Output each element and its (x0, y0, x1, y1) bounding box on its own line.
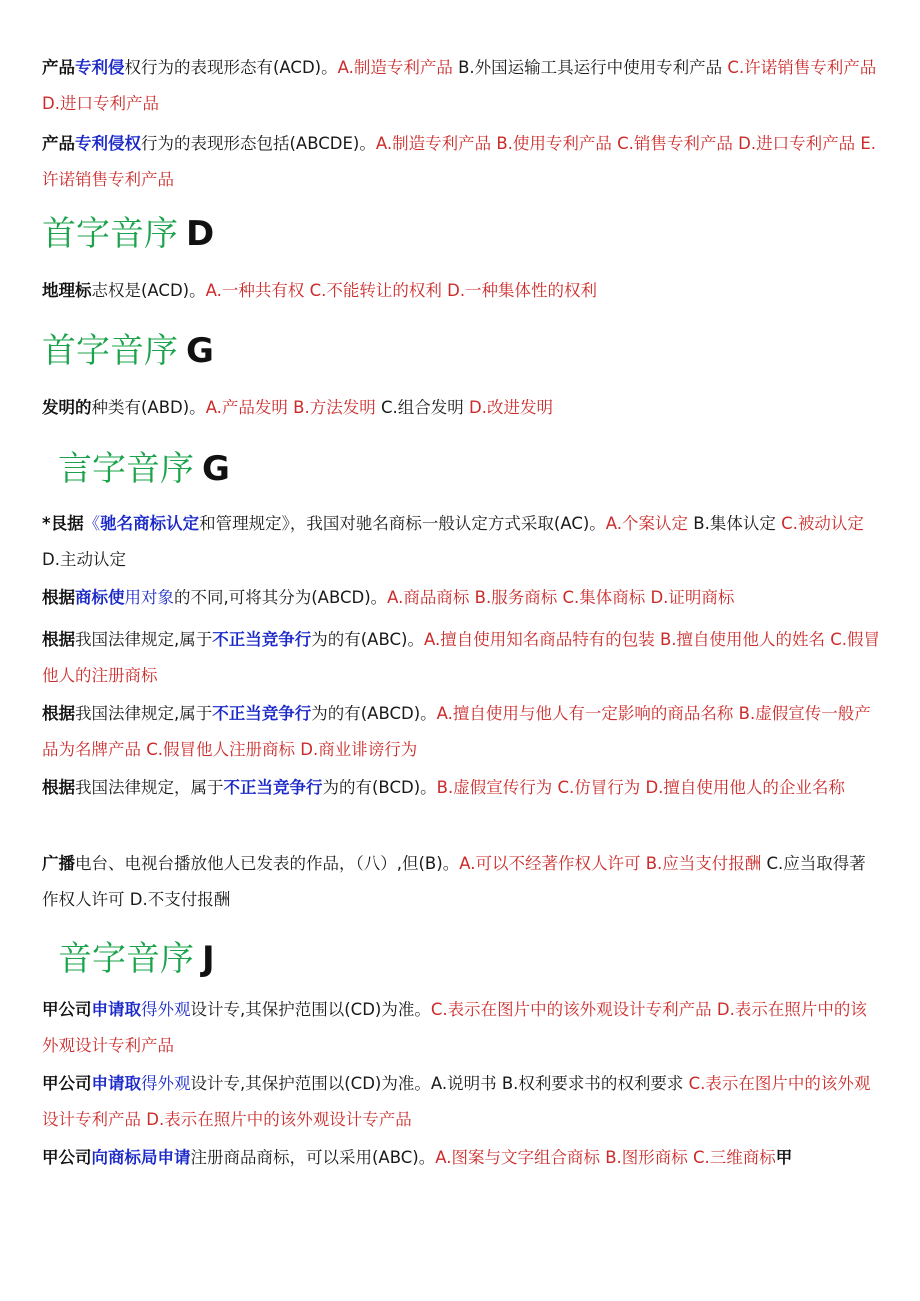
text-run: 申请取 (91, 1074, 141, 1093)
text-run: 的不同,可将其分为(ABCD)。 (174, 588, 388, 607)
section-heading (58, 937, 215, 981)
text-run: 驰名商标认定 (100, 514, 200, 533)
question-paragraph (42, 992, 882, 1064)
text-run: 为的有(ABCD)。 (311, 704, 437, 723)
heading-letter: G (202, 449, 230, 489)
text-run: 根据 (42, 588, 75, 607)
text-run: A.一种共有权 C.不能转让的权利 D.一种集体性的权利 (205, 281, 598, 300)
text-run: 广播 (42, 854, 75, 873)
text-run: 根据 (42, 778, 75, 797)
text-run: A.擅自使用与他人有一定影响的商品名称 B.虚假宣传一般产品为名牌产品 C.假冒他人注册商标 D.商业诽谤行为 (42, 704, 871, 759)
text-run: A.产品发明 B.方法发明 (205, 398, 381, 417)
text-run: A.制造专利产品 (337, 58, 459, 77)
text-run: 种类有(ABD)。 (91, 398, 206, 417)
text-run: D.改进发明 (469, 398, 553, 417)
section-heading (42, 212, 214, 256)
text-run: C.表示在图片中的该外观设计专利产品 D.表示在照片中的该外观设计专利产品 (42, 1000, 867, 1055)
question-paragraph (42, 390, 882, 426)
question-paragraph (42, 273, 882, 309)
section-heading (58, 447, 230, 491)
text-run: C.组合发明 (380, 398, 469, 417)
section-heading (42, 329, 214, 373)
text-run: 甲 (775, 1148, 793, 1167)
question-paragraph (42, 580, 882, 616)
text-run: 和管理规定》，我国对驰名商标一般认定方式采取(AC)。 (199, 514, 606, 533)
text-run: C.应当取得著作权人许可 D.不支付报酬 (42, 854, 866, 909)
text-run: 产品 (42, 134, 75, 153)
question-paragraph (42, 506, 882, 578)
text-run: 根据 (42, 704, 75, 723)
text-run: 我国法律规定，属于 (75, 778, 224, 797)
text-run: 行为的表现形态包括(ABCDE)。 (141, 134, 376, 153)
text-run: 发明的 (42, 398, 92, 417)
text-run: C.表示在图片中的该外观设计专利产品 D.表示在照片中的该外观设计专产品 (42, 1074, 871, 1129)
question-paragraph (42, 696, 882, 768)
text-run: D.主动认定 (42, 550, 126, 569)
text-run: *艮据 (42, 514, 84, 533)
text-run: 申请取 (91, 1000, 141, 1019)
text-run: C.被动认定 (781, 514, 864, 533)
heading-label: 言字音序 (58, 449, 194, 489)
text-run: 《 (83, 514, 101, 533)
text-run: 地理标 (42, 281, 92, 300)
text-run: 志权是(ACD)。 (91, 281, 206, 300)
text-run: B.集体认定 (693, 514, 782, 533)
text-run: 甲公司 (42, 1148, 92, 1167)
text-run: A.个案认定 (605, 514, 694, 533)
text-run: A.擅自使用知名商品特有的包装 B.擅自使用他人的姓名 C.假冒他人的注册商标 (42, 630, 881, 685)
text-run: 不正当竞争行 (212, 704, 312, 723)
text-run: 注册商品商标，可以采用(ABC)。 (190, 1148, 436, 1167)
text-run: B.外国运输工具运行中使用专利产品 (458, 58, 728, 77)
text-run: 为的有(ABC)。 (311, 630, 424, 649)
heading-letter: G (186, 331, 214, 371)
question-paragraph (42, 770, 882, 806)
text-run: B.虚假宣传行为 C.仿冒行为 D.擅自使用他人的企业名称 (436, 778, 845, 797)
text-run: 权行为的表现形态有(ACD)。 (124, 58, 338, 77)
heading-letter: J (202, 939, 215, 979)
text-run: 设计专,其保护范围以(CD)为准。A.说明书 B.权利要求书的权利要求 (190, 1074, 689, 1093)
question-paragraph (42, 622, 882, 694)
text-run: 用对象 (124, 588, 174, 607)
text-run: A.图案与文字组合商标 B.图形商标 C.三维商标 (435, 1148, 776, 1167)
text-run: 商标使 (75, 588, 125, 607)
text-run: 产品 (42, 58, 75, 77)
text-run: 根据 (42, 630, 75, 649)
text-run: 甲公司 (42, 1074, 92, 1093)
text-run: 我国法律规定,属于 (75, 704, 213, 723)
question-paragraph (42, 126, 882, 198)
text-run: 不正当竞争行 (223, 778, 323, 797)
heading-letter: D (186, 214, 215, 254)
question-paragraph (42, 846, 882, 918)
text-run: 专利侵 (75, 58, 125, 77)
text-run: 向商标局申请 (91, 1148, 191, 1167)
heading-label: 首字音序 (42, 331, 178, 371)
text-run: 甲公司 (42, 1000, 92, 1019)
text-run: 得外观 (141, 1074, 191, 1093)
text-run: 为的有(BCD)。 (322, 778, 437, 797)
text-run: A.商品商标 B.服务商标 C.集体商标 D.证明商标 (387, 588, 735, 607)
text-run: 不正当竞争行 (212, 630, 312, 649)
text-run: A.制造专利产品 B.使用专利产品 C.销售专利产品 D.进口专利产品 E.许诺销售专利产品 (42, 134, 877, 189)
question-paragraph (42, 50, 882, 122)
text-run: 得外观 (141, 1000, 191, 1019)
text-run: 专利侵权 (75, 134, 141, 153)
text-run: 设计专,其保护范围以(CD)为准。 (190, 1000, 431, 1019)
text-run: C.许诺销售专利产品 D.进口专利产品 (42, 58, 877, 113)
heading-label: 音字音序 (58, 939, 194, 979)
heading-label: 首字音序 (42, 214, 178, 254)
text-run: 我国法律规定,属于 (75, 630, 213, 649)
text-run: 电台、电视台播放他人已发表的作品，（八）,但(B)。 (75, 854, 460, 873)
question-paragraph (42, 1140, 882, 1176)
question-paragraph (42, 1066, 882, 1138)
text-run: A.可以不经著作权人许可 B.应当支付报酬 (459, 854, 767, 873)
